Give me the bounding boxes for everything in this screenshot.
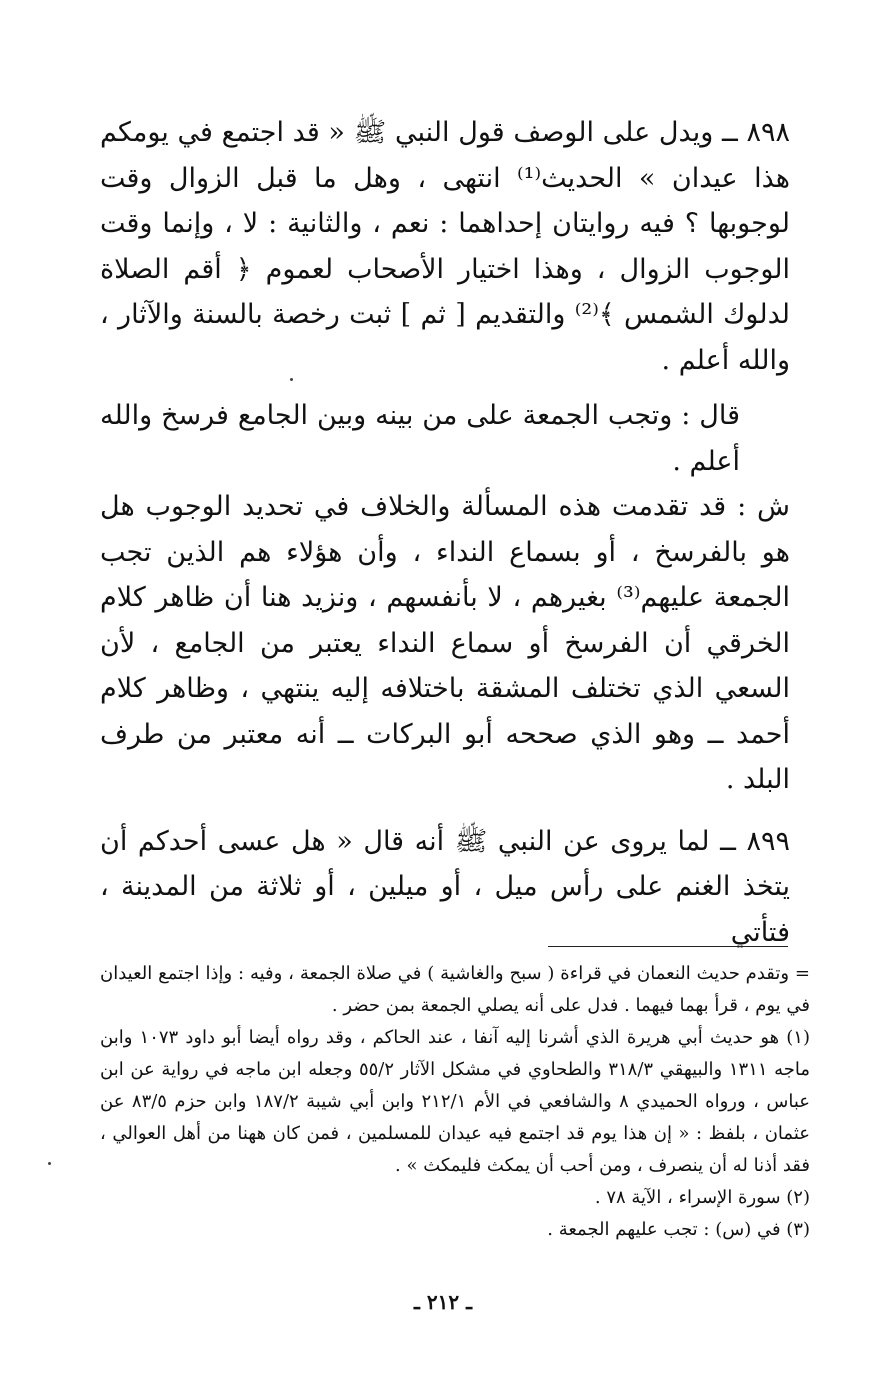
footnote-separator [548,946,788,947]
footnote-2: (٢) سورة الإسراء ، الآية ٧٨ . [594,1187,810,1208]
paragraph-sharh: ش : قد تقدمت هذه المسألة والخلاف في تحديد الوجوب هل هو بالفرسخ ، أو بسماع النداء ، وأن هؤلاء هم الذين تجب الجمعة عليهم⁽³⁾ بغيرهم ، لا بأنفسهم ، ونزيد هنا أن ظاهر كلام الخرقي أن الفرسخ أو سماع النداء يعتبر من الجامع ، لأن السعي الذي تختلف المشقة باختلافه إليه ينتهي ، وظاهر كلام أحمد ــ وهو الذي صححه أبو البركات ــ أنه معتبر من طرف البلد . [100,491,790,795]
footnote-1: (١) هو حديث أبي هريرة الذي أشرنا إليه آنفا ، عند الحاكم ، وقد رواه أيضا أبو داود ١٠٧٣ وابن ماجه ١٣١١ والبيهقي ٣١٨/٣ والطحاوي في مشكل الآثار ٥٥/٢ وجعله ابن ماجه في رواية عن ابن عباس ، ورواه الحميدي ٨ والشافعي في الأم ٢١٢/١ وابن أبي شيبة ١٨٧/٢ وابن حزم ٨٣/٥ عن عثمان ، بلفظ : « إن هذا يوم قد اجتمع فيه عيدان للمسلمين ، فمن كان ههنا من أهل العوالي ، فقد أذنا له أن ينصرف ، ومن أحب أن يمكث فليمكث » . [100,1027,811,1176]
paragraph-qal: قال : وتجب الجمعة على من بينه وبين الجامع فرسخ والله أعلم . [100,400,740,477]
paragraph-899: ٨٩٩ ــ لما يروى عن النبي ﷺ أنه قال « هل عسى أحدكم أن يتخذ الغنم على رأس ميل ، أو ميلين ، أو ثلاثة من المدينة ، فتأتي [100,825,790,948]
scan-speck [290,378,293,381]
footnote-3: (٣) في (س) : تجب عليهم الجمعة . [547,1219,810,1240]
scan-speck [48,1162,51,1165]
footnote-continuation: = وتقدم حديث النعمان في قراءة ( سبح والغاشية ) في صلاة الجمعة ، وفيه : وإذا اجتمع العيدان في يوم ، قرأ بهما فيهما . فدل على أنه يصلي الجمعة بمن حضر . [100,963,810,1016]
main-text [100,110,790,955]
page-number: ـ ٢١٢ ـ [414,1290,472,1314]
footnotes [100,958,810,1246]
paragraph-898: ٨٩٨ ــ ويدل على الوصف قول النبي ﷺ « قد اجتمع في يومكم هذا عيدان » الحديث⁽¹⁾ انتهى ، وهل ما قبل الزوال وقت لوجوبها ؟ فيه روايتان إحداهما : نعم ، والثانية : لا ، وإنما وقت الوجوب الزوال ، وهذا اختيار الأصحاب لعموم ﴿ أقم الصلاة لدلوك الشمس ﴾⁽²⁾ والتقديم [ ثم ] ثبت رخصة بالسنة والآثار ، والله أعلم . [100,117,790,376]
